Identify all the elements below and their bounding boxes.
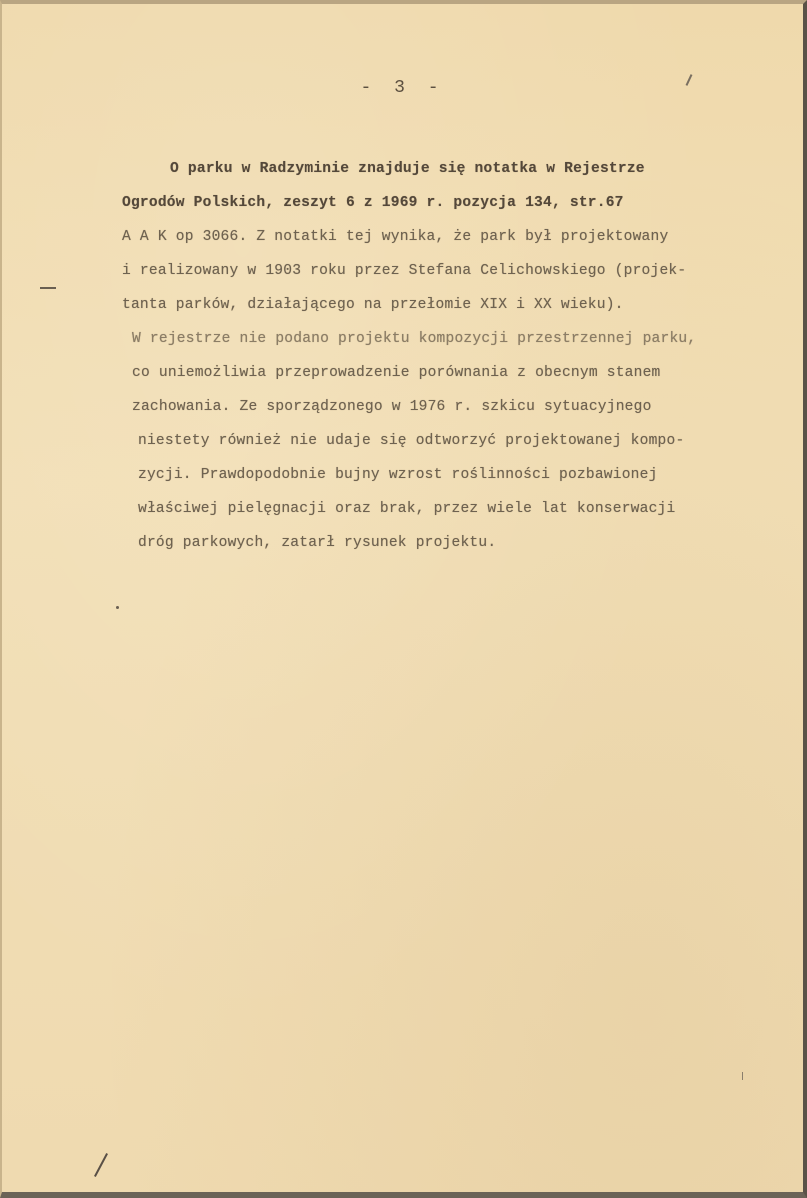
text-line: tanta parków, działającego na przełomie XIX i XX wieku).: [122, 297, 624, 313]
text-line: A A K op 3066. Z notatki tej wynika, że park był projektowany: [122, 229, 669, 245]
text-line: dróg parkowych, zatarł rysunek projektu.: [138, 535, 497, 551]
text-line: O parku w Radzyminie znajduje się notatka w Rejestrze: [170, 161, 645, 177]
text-line: Ogrodów Polskich, zeszyt 6 z 1969 r. pozycja 134, str.67: [122, 195, 624, 211]
page-number: - 3 -: [360, 78, 445, 98]
text-line: i realizowany w 1903 roku przez Stefana Celichowskiego (projek-: [122, 263, 687, 279]
text-line: właściwej pielęgnacji oraz brak, przez wiele lat konserwacji: [138, 501, 676, 517]
margin-slash-mark: [94, 1153, 108, 1177]
body-text: [122, 152, 782, 560]
margin-dash-mark: [40, 287, 56, 289]
text-line: niestety również nie udaje się odtworzyć projektowanej kompo-: [138, 433, 685, 449]
margin-dot-mark: [116, 606, 119, 609]
text-line: co uniemożliwia przeprowadzenie porównania z obecnym stanem: [132, 365, 661, 381]
text-line: zachowania. Ze sporządzonego w 1976 r. szkicu sytuacyjnego: [132, 399, 652, 415]
text-line: zycji. Prawdopodobnie bujny wzrost roślinności pozbawionej: [138, 467, 658, 483]
text-line: W rejestrze nie podano projektu kompozycji przestrzennej parku,: [132, 331, 697, 347]
margin-tick-mark: [742, 1072, 743, 1080]
